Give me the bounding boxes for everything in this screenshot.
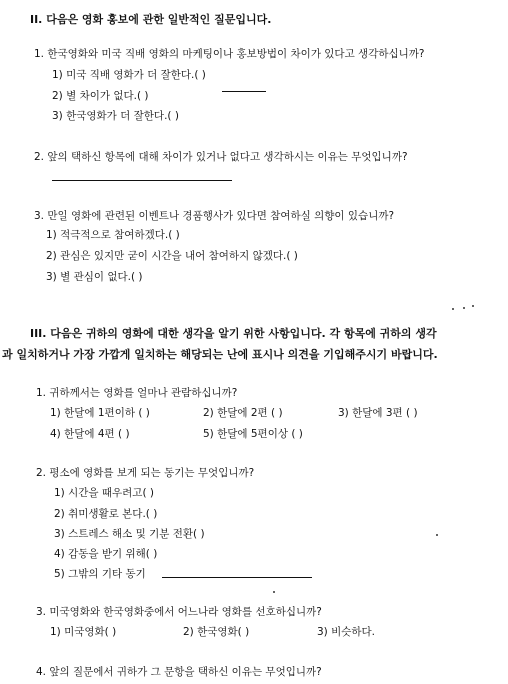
s3-q1-option-1: 1) 한달에 1편이하 ( ) — [50, 407, 150, 419]
speck — [463, 307, 465, 309]
speck — [452, 308, 454, 310]
s3-q2-option-3: 3) 스트레스 해소 및 기분 전환( ) — [54, 528, 205, 540]
s2-q1-question: 1. 한국영화와 미국 직배 영화의 마케팅이나 홍보방법이 차이가 있다고 생각하십니까? — [34, 48, 425, 60]
s2-q3-question: 3. 만일 영화에 관련된 이벤트나 경품행사가 있다면 참여하실 의향이 있습니까? — [34, 210, 395, 222]
section-2-heading: II. 다음은 영화 홍보에 관한 일반적인 질문입니다. — [30, 13, 272, 26]
s3-q1-option-2: 2) 한달에 2편 ( ) — [203, 407, 283, 419]
s3-q2-option-4: 4) 감동을 받기 위해( ) — [54, 548, 158, 560]
s2-q2-question: 2. 앞의 택하신 항목에 대해 차이가 있거나 없다고 생각하시는 이유는 무엇입니까? — [34, 151, 408, 163]
speck — [273, 591, 275, 593]
s2-q3-option-2: 2) 관심은 있지만 굳이 시간을 내어 참여하지 않겠다.( ) — [46, 250, 298, 262]
s2-q2-answer-line[interactable] — [52, 180, 232, 181]
s3-q2-option-5: 5) 그밖의 기타 동기 — [54, 568, 146, 580]
s3-q3-option-2: 2) 한국영화( ) — [183, 626, 250, 638]
s3-q3-option-3: 3) 비슷하다. — [317, 626, 376, 638]
s3-q1-option-3: 3) 한달에 3편 ( ) — [338, 407, 418, 419]
s3-q1-option-5: 5) 한달에 5편이상 ( ) — [203, 428, 303, 440]
s3-q3-question: 3. 미국영화와 한국영화중에서 어느나라 영화를 선호하십니까? — [36, 606, 322, 618]
section-3-heading-line-1: III. 다음은 귀하의 영화에 대한 생각을 알기 위한 사항입니다. 각 항목에 귀하의 생각 — [30, 327, 437, 340]
s3-q3-option-1: 1) 미국영화( ) — [50, 626, 117, 638]
speck — [436, 534, 438, 536]
s2-q1-option-1: 1) 미국 직배 영화가 더 잘한다.( ) — [52, 69, 206, 81]
s3-q2-option-2: 2) 취미생활로 본다.( ) — [54, 508, 158, 520]
s2-q1-option-3: 3) 한국영화가 더 잘한다.( ) — [52, 110, 179, 122]
s3-q1-option-4: 4) 한달에 4편 ( ) — [50, 428, 130, 440]
s3-q2-option-1: 1) 시간을 때우려고( ) — [54, 487, 154, 499]
section-3-heading-line-2: 과 일치하거나 가장 가깝게 일치하는 해당되는 난에 표시나 의견을 기입해주시기 바랍니다. — [2, 348, 438, 361]
s3-q2-question: 2. 평소에 영화를 보게 되는 동기는 무엇입니까? — [36, 467, 255, 479]
s3-q1-question: 1. 귀하께서는 영화를 얼마나 관람하십니까? — [36, 387, 238, 399]
s2-q3-option-3: 3) 별 관심이 없다.( ) — [46, 271, 143, 283]
s2-q1-option-2: 2) 별 차이가 없다.( ) — [52, 90, 149, 102]
s3-q4-question: 4. 앞의 질문에서 귀하가 그 문항을 택하신 이유는 무엇입니까? — [36, 666, 322, 678]
stray-pen-mark — [222, 91, 266, 92]
s3-q2-other-answer-line[interactable] — [162, 577, 312, 578]
s2-q3-option-1: 1) 적극적으로 참여하겠다.( ) — [46, 229, 180, 241]
speck — [472, 305, 474, 307]
